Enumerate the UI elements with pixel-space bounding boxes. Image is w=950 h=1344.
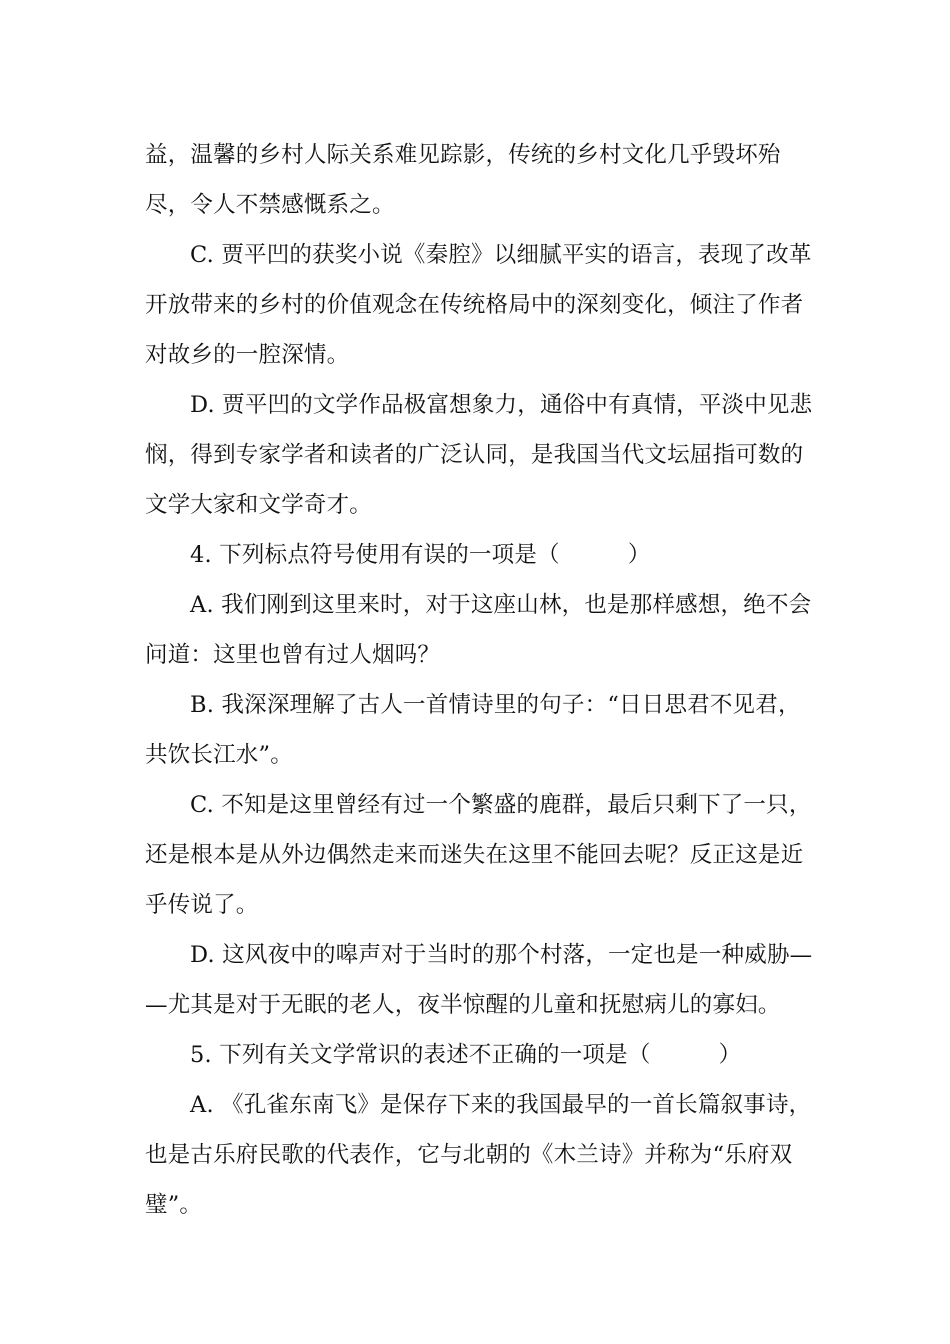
- text-line: 乎传说了。: [145, 892, 259, 918]
- text-line: 尽，令人不禁感慨系之。: [145, 192, 395, 218]
- text-line: 璧”。: [145, 1192, 203, 1218]
- option-a-line: A. 《孔雀东南飞》是保存下来的我国最早的一首长篇叙事诗，: [190, 1092, 812, 1118]
- text-line: 还是根本是从外边偶然走来而迷失在这里不能回去呢？反正这是近: [145, 842, 804, 868]
- option-c-line: C. 不知是这里曾经有过一个繁盛的鹿群，最后只剩下了一只，: [190, 792, 812, 818]
- question-4-line: 4. 下列标点符号使用有误的一项是（ ）: [190, 542, 651, 568]
- text-line: 文学大家和文学奇才。: [145, 492, 373, 518]
- option-a-line: A. 我们刚到这里来时，对于这座山林，也是那样感想，绝不会: [190, 592, 812, 618]
- text-line: 对故乡的一腔深情。: [145, 342, 350, 368]
- text-line: 开放带来的乡村的价值观念在传统格局中的深刻变化，倾注了作者: [145, 292, 804, 318]
- document-body: [145, 137, 815, 1237]
- text-line: 共饮长江水”。: [145, 742, 293, 768]
- text-line: 也是古乐府民歌的代表作，它与北朝的《木兰诗》并称为“乐府双: [145, 1142, 793, 1168]
- option-d-line: D. 这风夜中的嗥声对于当时的那个村落，一定也是一种威胁—: [190, 942, 813, 968]
- question-5-line: 5. 下列有关文学常识的表述不正确的一项是（ ）: [190, 1042, 742, 1068]
- text-line: —尤其是对于无眠的老人，夜半惊醒的儿童和抚慰病儿的寡妇。: [145, 992, 781, 1018]
- text-line: 悯，得到专家学者和读者的广泛认同，是我国当代文坛屈指可数的: [145, 442, 804, 468]
- option-b-line: B. 我深深理解了古人一首情诗里的句子：“日日思君不见君，: [190, 692, 801, 718]
- text-line: 问道：这里也曾有过人烟吗？: [145, 642, 441, 668]
- option-c-line: C. 贾平凹的获奖小说《秦腔》以细腻平实的语言，表现了改革: [190, 242, 812, 268]
- text-line: 益，温馨的乡村人际关系难见踪影，传统的乡村文化几乎毁坏殆: [145, 142, 781, 168]
- option-d-line: D. 贾平凹的文学作品极富想象力，通俗中有真情，平淡中见悲: [190, 392, 813, 418]
